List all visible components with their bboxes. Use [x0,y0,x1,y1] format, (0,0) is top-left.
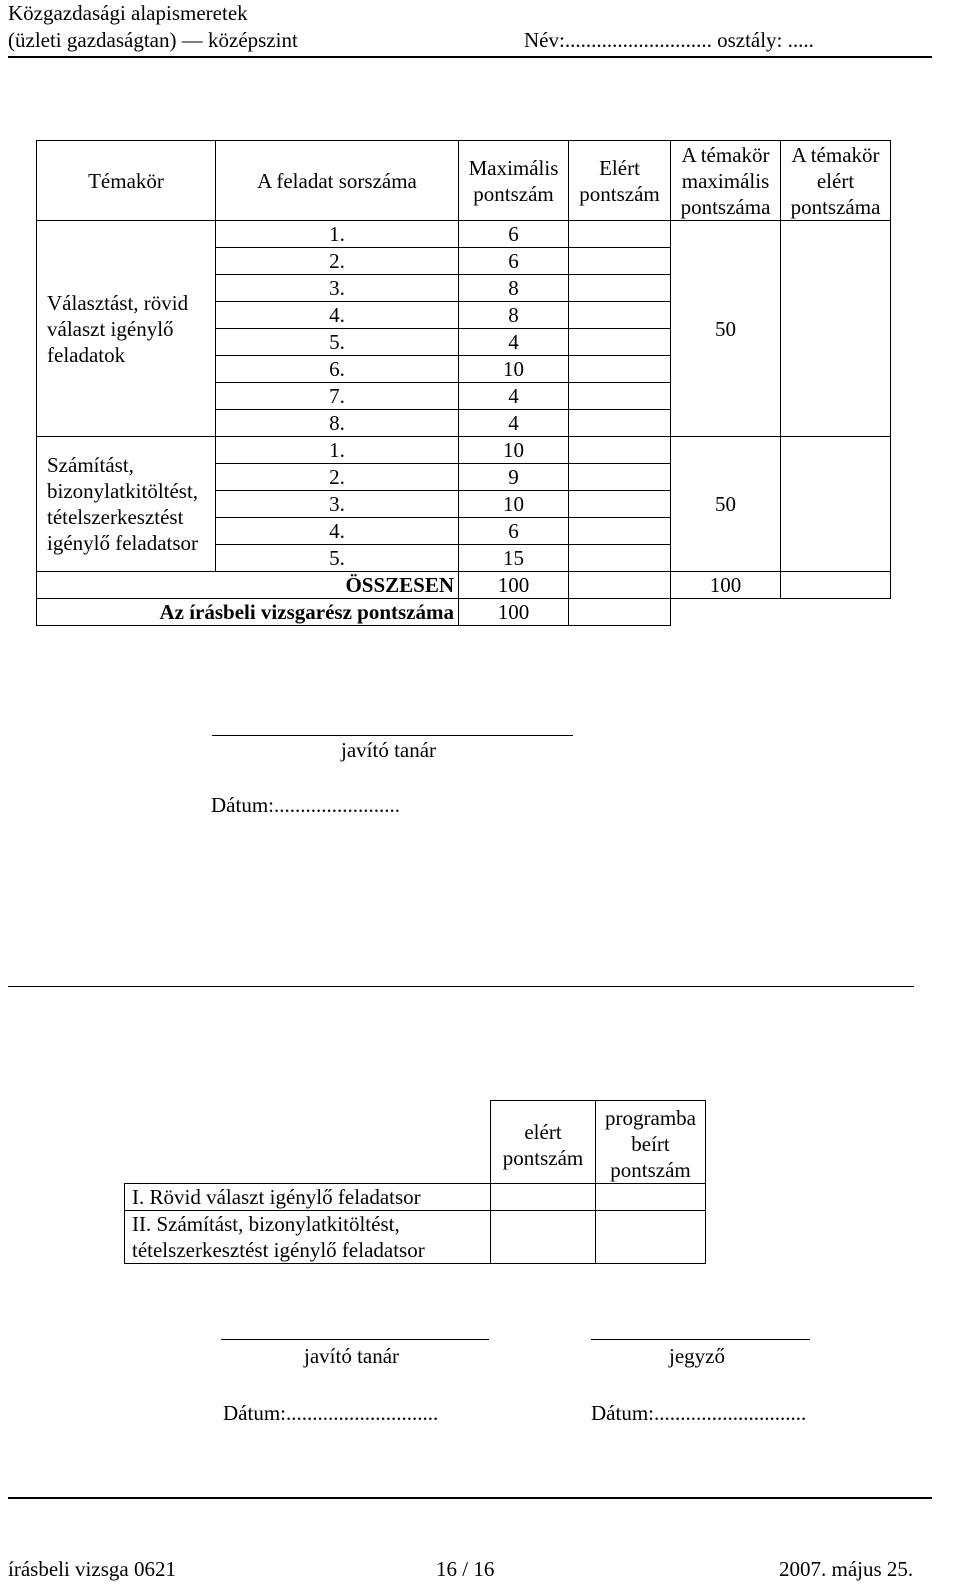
achieved-points-cell[interactable] [569,221,671,248]
header-topic-max: A témakör maximális pontszáma [671,141,781,221]
achieved-points-cell[interactable] [569,302,671,329]
footer-page: 16 / 16 [436,1557,495,1581]
teacher-label-2: javító tanár [304,1344,400,1368]
footer-date: 2007. május 25. [779,1557,914,1581]
task-number: 3. [216,491,459,518]
achieved-points-cell[interactable] [569,518,671,545]
subject-level: (üzleti gazdaságtan) — középszint [8,28,298,52]
max-points: 4 [459,329,569,356]
footer-rule [8,1497,932,1499]
achieved-points-cell[interactable] [569,545,671,572]
task-number: 4. [216,302,459,329]
signature-line-teacher-2[interactable] [221,1339,489,1340]
achieved-points-cell[interactable] [569,383,671,410]
task-number: 7. [216,383,459,410]
achieved-cell-2[interactable] [491,1211,596,1264]
entered-cell-1[interactable] [596,1184,706,1211]
subject-title: Közgazdasági alapismeretek [8,1,248,25]
header-achieved-points: Elért pontszám [569,141,671,221]
total-topic-achieved-cell[interactable] [781,572,891,599]
total-topic-max: 100 [671,572,781,599]
max-points: 4 [459,383,569,410]
col-entered-header: programba beírt pontszám [596,1101,706,1184]
max-points: 10 [459,437,569,464]
header-task-number: A feladat sorszáma [216,141,459,221]
date-field-notary[interactable]: Dátum:............................. [591,1401,807,1425]
total-label: ÖSSZESEN [37,572,459,599]
task-number: 6. [216,356,459,383]
achieved-points-cell[interactable] [569,464,671,491]
entered-cell-2[interactable] [596,1211,706,1264]
notary-label: jegyző [669,1344,725,1368]
section-divider [8,986,914,987]
task-number: 5. [216,329,459,356]
achieved-points-cell[interactable] [569,410,671,437]
task-number: 1. [216,437,459,464]
max-points: 4 [459,410,569,437]
task-number: 2. [216,464,459,491]
header-topic: Témakör [37,141,216,221]
max-points: 6 [459,248,569,275]
task-number: 3. [216,275,459,302]
max-points: 10 [459,491,569,518]
date-field-teacher[interactable]: Dátum:............................. [223,1401,439,1425]
written-part-max: 100 [459,599,569,626]
written-part-achieved-cell[interactable] [569,599,671,626]
max-points: 8 [459,275,569,302]
max-points: 6 [459,221,569,248]
max-points: 10 [459,356,569,383]
entry-table [124,1100,706,1264]
topic-achieved-cell-2[interactable] [781,437,891,572]
task-number: 2. [216,248,459,275]
achieved-points-cell[interactable] [569,248,671,275]
header-topic-achieved: A témakör elért pontszáma [781,141,891,221]
date-field[interactable]: Dátum:........................ [211,793,400,817]
max-points: 15 [459,545,569,572]
teacher-label: javító tanár [341,738,437,762]
written-part-label: Az írásbeli vizsgarész pontszáma [37,599,459,626]
signature-line-teacher[interactable] [212,735,573,736]
achieved-cell-1[interactable] [491,1184,596,1211]
page-header-subject [8,0,298,54]
achieved-points-cell[interactable] [569,491,671,518]
topic-achieved-cell-1[interactable] [781,221,891,437]
topic-cell-1: Választást, rövid választ igénylő feladatok [37,221,216,437]
task-number: 8. [216,410,459,437]
achieved-points-cell[interactable] [569,356,671,383]
header-max-points: Maximális pontszám [459,141,569,221]
row-section-1: I. Rövid választ igénylő feladatsor [125,1184,491,1211]
name-class-field[interactable]: Név:............................ osztály: ..... [524,28,814,52]
row-section-2: II. Számítást, bizonylatkitöltést, tételszerkesztést igénylő feladatsor [125,1211,491,1264]
task-number: 4. [216,518,459,545]
total-achieved-cell[interactable] [569,572,671,599]
header-rule [8,56,932,58]
topic-cell-2: Számítást, bizonylatkitöltést, tételszerkesztést igénylő feladatsor [37,437,216,572]
col-achieved-header: elért pontszám [491,1101,596,1184]
achieved-points-cell[interactable] [569,437,671,464]
signature-line-notary[interactable] [591,1339,810,1340]
achieved-points-cell[interactable] [569,275,671,302]
topic-max-2: 50 [671,437,781,572]
total-max-points: 100 [459,572,569,599]
max-points: 9 [459,464,569,491]
max-points: 8 [459,302,569,329]
max-points: 6 [459,518,569,545]
scoring-table [36,140,891,626]
footer-exam: írásbeli vizsga 0621 [8,1557,176,1581]
task-number: 5. [216,545,459,572]
topic-max-1: 50 [671,221,781,437]
achieved-points-cell[interactable] [569,329,671,356]
task-number: 1. [216,221,459,248]
